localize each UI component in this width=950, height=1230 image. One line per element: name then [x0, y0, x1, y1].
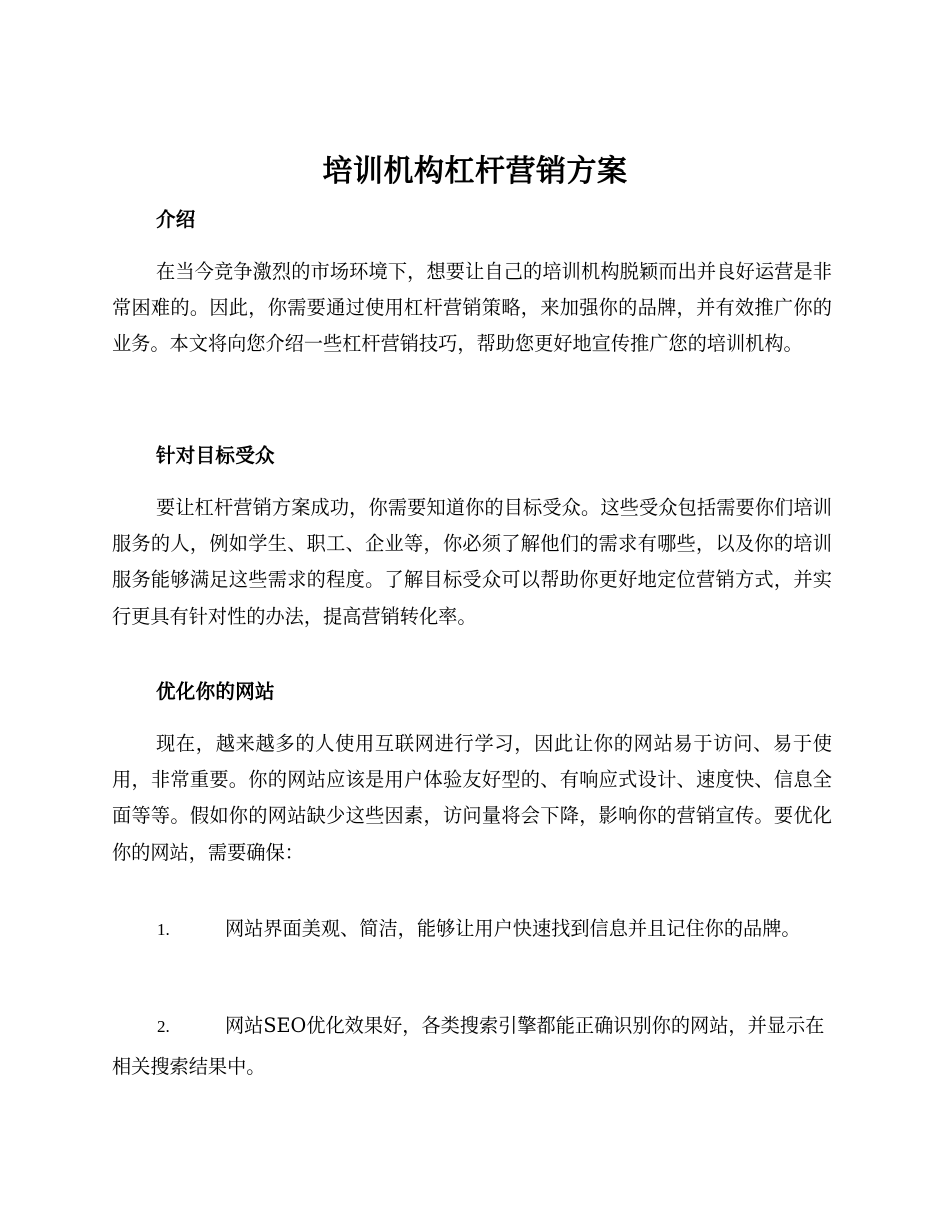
section-heading-intro: 介绍 — [156, 208, 196, 231]
list-item-text: 网站界面美观、简洁，能够让用户快速找到信息并且记住你的品牌。 — [225, 917, 801, 940]
list-item-text: 网站SEO优化效果好，各类搜索引擎都能正确识别你的网站，并显示在相关搜索结果中。 — [112, 1014, 825, 1078]
section-paragraph-intro: 在当今竞争激烈的市场环境下，想要让自己的培训机构脱颖而出并良好运营是非常困难的。因此，你需要通过使用杠杆营销策略，来加强你的品牌，并有效推广你的业务。本文将向您介绍一些杠杆营销技巧，帮助您更好地宣传推广您的培训机构。 — [112, 260, 832, 356]
section-paragraph-optimize-website: 现在，越来越多的人使用互联网进行学习，因此让你的网站易于访问、易于使用，非常重要。你的网站应该是用户体验友好型的、有响应式设计、速度快、信息全面等等。假如你的网站缺少这些因素，访问量将会下降，影响你的营销宣传。要优化你的网站，需要确保： — [112, 732, 832, 864]
list-item — [112, 909, 832, 950]
list-item-number: 1. — [157, 920, 170, 939]
list-item-number: 2. — [157, 1017, 170, 1036]
section-heading-optimize-website: 优化你的网站 — [156, 680, 275, 703]
section-paragraph-target-audience: 要让杠杆营销方案成功，你需要知道你的目标受众。这些受众包括需要你们培训服务的人，例如学生、职工、企业等，你必须了解他们的需求有哪些，以及你的培训服务能够满足这些需求的程度。了解目标受众可以帮助你更好地定位营销方式，并实行更具有针对性的办法，提高营销转化率。 — [112, 496, 832, 628]
list-item — [112, 1006, 832, 1087]
section-heading-target-audience: 针对目标受众 — [156, 444, 275, 467]
document-title: 培训机构杠杆营销方案 — [322, 154, 628, 189]
